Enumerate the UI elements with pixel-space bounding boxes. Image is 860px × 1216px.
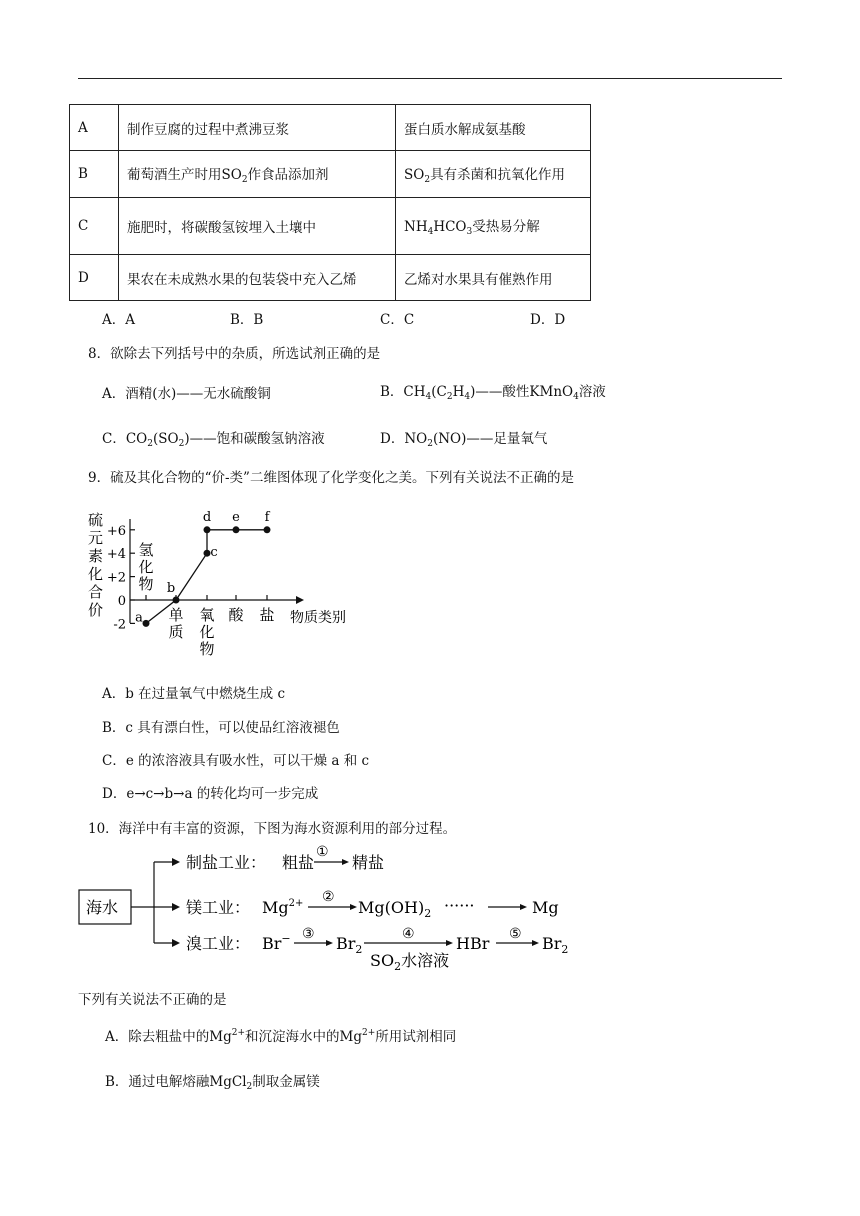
table-row <box>70 255 591 301</box>
chem-formula: SO <box>221 167 242 183</box>
subscript: 2 <box>241 175 248 185</box>
practice-cell: 施肥时，将碳酸氢铵埋入土壤中 <box>119 198 396 255</box>
step-5: ⑤ <box>509 926 522 942</box>
table-row <box>70 198 591 255</box>
principle-cell: 蛋白质水解成氨基酸 <box>396 105 591 151</box>
q8-option-d[interactable]: D．$NO_2(NO)——$足量氧气 <box>380 431 548 449</box>
q10-option-b[interactable]: B．通过电解熔融MgCl$_2$制取金属镁 <box>105 1074 320 1092</box>
step-3: ③ <box>302 926 315 942</box>
q8-option-a[interactable]: A．酒精(水)——无水硫酸铜 <box>102 386 271 402</box>
arrow-head <box>172 903 180 911</box>
y-tick-label: +6 <box>106 523 126 539</box>
option-text: ——足量氧气 <box>466 431 548 447</box>
q8-option-b[interactable]: B．$CH_4(C_2H_4)——$酸性KMnO$_4$溶液 <box>380 384 606 402</box>
point-label-e: e <box>232 509 240 525</box>
step-1: ① <box>316 844 329 860</box>
q9-option-a[interactable]: A．b 在过量氧气中燃烧生成 c <box>102 686 286 702</box>
x-category-label: 单质 <box>168 606 184 641</box>
q7-option-d[interactable]: D．D <box>530 312 566 328</box>
arrow-head <box>172 939 180 947</box>
valence-class-chart <box>78 505 378 665</box>
y-axis-label <box>88 511 103 619</box>
step-2: ② <box>322 889 335 905</box>
hbr: HBr <box>456 934 490 953</box>
q8-option-c[interactable]: C．$CO_2(SO_2)——$饱和碳酸氢钠溶液 <box>102 431 325 449</box>
point-label-d: d <box>202 509 212 525</box>
q10-option-a[interactable]: A．除去粗盐中的$Mg^{2+}$和沉淀海水中的$Mg^{2+}$所用试剂相同 <box>105 1028 457 1045</box>
row-letter: C <box>70 198 119 255</box>
table-row <box>70 151 591 198</box>
principle-text: 受热易分解 <box>472 219 540 235</box>
principle-cell <box>396 198 591 255</box>
option-text: ——饱和碳酸氢钠溶液 <box>189 431 325 447</box>
crude-salt: 粗盐 <box>282 853 315 872</box>
arrow-head <box>326 940 333 946</box>
q7-option-b[interactable]: B．B <box>230 312 264 328</box>
chem-formula: NH <box>404 219 428 235</box>
bromine-1: $Br_2$ <box>336 934 363 956</box>
q7-table <box>69 104 591 301</box>
practice-cell: 制作豆腐的过程中煮沸豆浆 <box>119 105 396 151</box>
y-ticks <box>107 524 135 633</box>
point-f <box>264 526 271 533</box>
y-tick-label: +2 <box>106 570 126 586</box>
chem-formula: HCO <box>433 219 467 235</box>
q7-option-a[interactable]: A．A <box>102 312 135 328</box>
x-category-label: 氧化物 <box>199 606 215 658</box>
practice-text: 葡萄酒生产时用 <box>127 167 222 183</box>
seawater-label: 海水 <box>86 898 119 917</box>
x-axis-title: 物质类别 <box>290 610 346 626</box>
magnesium-industry-label: 镁工业： <box>186 898 251 917</box>
x-category-label: 氢化物 <box>138 541 154 593</box>
option-text: B．通过电解熔融 <box>105 1074 210 1090</box>
chem-formula: SO <box>404 167 425 183</box>
step-4: ④ <box>402 926 415 942</box>
subscript: 2 <box>424 175 431 185</box>
option-text: 所用试剂相同 <box>375 1029 457 1045</box>
principle-text: 具有杀菌和抗氧化作用 <box>430 167 566 183</box>
x-category-label: 盐 <box>259 606 275 624</box>
bromine-industry-label: 溴工业： <box>186 934 251 953</box>
salt-industry-label: 制盐工业： <box>186 853 267 872</box>
bromine-2: $Br_2$ <box>542 934 569 956</box>
option-label: B． <box>380 384 404 400</box>
table-row <box>70 105 591 151</box>
row-letter: A <box>70 105 119 151</box>
arrow-head <box>342 859 349 865</box>
practice-cell <box>119 151 396 198</box>
point-b <box>173 597 180 604</box>
reagent-so2-solution: $SO_2$水溶液 <box>370 951 450 972</box>
mg-ion: $Mg^{2+}$ <box>262 898 304 917</box>
option-text: 和沉淀海水中的 <box>245 1029 340 1045</box>
option-text: ——酸性 <box>475 384 530 400</box>
q10-question: 下列有关说法不正确的是 <box>78 992 227 1008</box>
mg-hydroxide: $Mg(OH)_2$ <box>358 898 432 920</box>
option-label: C． <box>102 431 126 447</box>
principle-cell <box>396 151 591 198</box>
magnesium-metal: Mg <box>532 898 559 917</box>
point-label-c: c <box>210 545 218 561</box>
svg-text:硫元素化合价: 硫元素化合价 <box>88 511 104 619</box>
y-tick-label: -2 <box>113 617 126 633</box>
practice-cell: 果农在未成熟水果的包装袋中充入乙烯 <box>119 255 396 301</box>
point-a <box>143 620 150 627</box>
point-e <box>233 526 240 533</box>
arrow-head <box>532 940 539 946</box>
row-letter: B <box>70 151 119 198</box>
arrow-head <box>350 904 357 910</box>
option-text: 制取金属镁 <box>252 1074 320 1090</box>
q10-stem: 10．海洋中有丰富的资源，下图为海水资源利用的部分过程。 <box>88 821 457 837</box>
q9-option-d[interactable]: D．e→c→b→a 的转化均可一步完成 <box>102 786 319 802</box>
q9-stem: 9．硫及其化合物的“价-类”二维图体现了化学变化之美。下列有关说法不正确的是 <box>88 470 574 486</box>
point-d <box>204 526 211 533</box>
arrow-head <box>172 858 180 866</box>
practice-text: 作食品添加剂 <box>247 167 329 183</box>
point-label-a: a <box>135 610 143 626</box>
subscript: 3 <box>466 227 473 237</box>
option-text: 溶液 <box>578 384 606 400</box>
row-letter: D <box>70 255 119 301</box>
option-text: A．除去粗盐中的 <box>105 1029 210 1045</box>
ellipsis: ······ <box>444 896 475 915</box>
q9-option-b[interactable]: B．c 具有漂白性，可以使品红溶液褪色 <box>102 720 340 736</box>
q7-option-c[interactable]: C．C <box>380 312 415 328</box>
arrow-head <box>446 940 453 946</box>
x-category-label: 酸 <box>228 606 244 624</box>
y-tick-label: 0 <box>117 594 126 609</box>
header-rule <box>78 78 782 79</box>
bromide-ion: Br− <box>262 932 291 953</box>
seawater-flow-diagram <box>76 842 596 972</box>
refined-salt: 精盐 <box>352 853 385 872</box>
q8-stem: 8．欲除去下列括号中的杂质，所选试剂正确的是 <box>88 346 381 362</box>
subscript: 4 <box>427 227 434 237</box>
point-label-b: b <box>166 581 176 596</box>
y-tick-label: +4 <box>106 547 126 563</box>
q9-option-c[interactable]: C．e 的浓溶液具有吸水性，可以干燥 a 和 c <box>102 753 370 769</box>
x-axis-arrow <box>296 596 304 604</box>
option-label: D． <box>380 431 405 447</box>
principle-cell: 乙烯对水果具有催熟作用 <box>396 255 591 301</box>
arrow-head <box>520 904 527 910</box>
point-label-f: f <box>264 509 270 525</box>
